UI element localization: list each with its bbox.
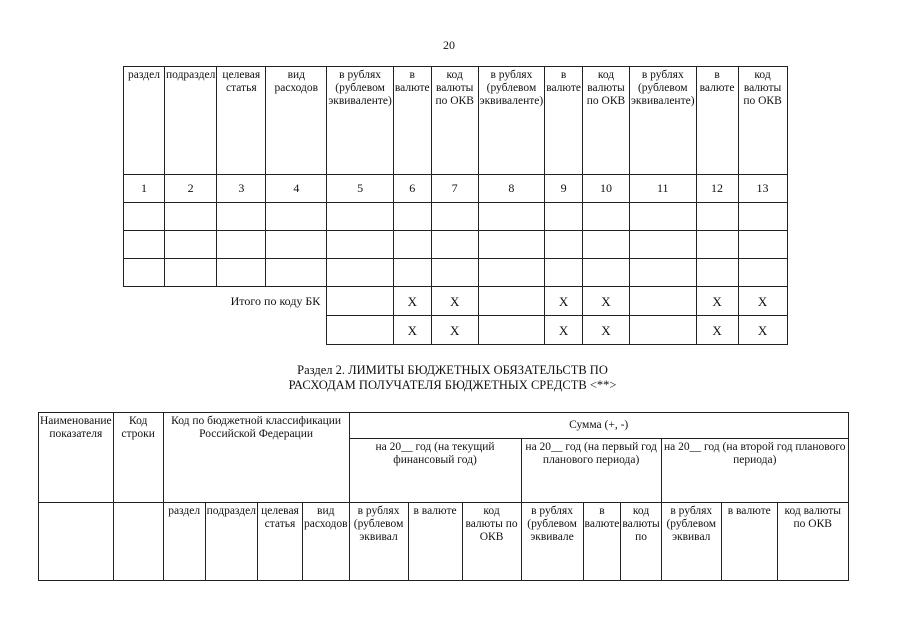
x-mark: X bbox=[738, 316, 787, 345]
header-period-current: на 20__ год (на текущий финансовый год) bbox=[349, 439, 521, 503]
table-section2-limits bbox=[38, 412, 849, 581]
header-rub-3: в рублях (рублевом эквиваленте) bbox=[630, 67, 697, 175]
header-val-2: в валюте bbox=[545, 67, 583, 175]
x-mark: X bbox=[545, 287, 583, 316]
header-rub-1: в рублях (рублевом эквиваленте) bbox=[327, 67, 394, 175]
header-sum: Сумма (+, -) bbox=[349, 413, 848, 439]
sub-rub-3: в рублях (рублевом эквивал bbox=[661, 503, 721, 581]
col-number: 6 bbox=[393, 175, 431, 203]
x-mark: X bbox=[696, 316, 738, 345]
header-code: Код строки bbox=[113, 413, 163, 503]
x-mark: X bbox=[431, 287, 478, 316]
col-number: 4 bbox=[266, 175, 327, 203]
header-okv-2: код валюты по ОКВ bbox=[583, 67, 630, 175]
header-razdel: раздел bbox=[124, 67, 165, 175]
sub-okv-3: код валюты по ОКВ bbox=[777, 503, 848, 581]
table2-header-row3 bbox=[39, 503, 849, 581]
sub-razdel: раздел bbox=[163, 503, 205, 581]
col-number: 10 bbox=[583, 175, 630, 203]
header-okv-1: код валюты по ОКВ bbox=[431, 67, 478, 175]
table1-header-row bbox=[124, 67, 788, 175]
sub-vid: вид расходов bbox=[302, 503, 349, 581]
table2-header-row1 bbox=[39, 413, 849, 439]
x-mark: X bbox=[393, 316, 431, 345]
x-mark: X bbox=[583, 316, 630, 345]
x-mark: X bbox=[545, 316, 583, 345]
table1-total-row-2 bbox=[124, 316, 788, 345]
sub-rub-1: в рублях (рублевом эквивал bbox=[349, 503, 408, 581]
section2-title-line2: РАСХОДАМ ПОЛУЧАТЕЛЯ БЮДЖЕТНЫХ СРЕДСТВ <**> bbox=[288, 378, 617, 392]
x-mark: X bbox=[583, 287, 630, 316]
col-number: 2 bbox=[165, 175, 217, 203]
table1-empty-row bbox=[124, 259, 788, 287]
table1-empty-row bbox=[124, 203, 788, 231]
col-number: 13 bbox=[738, 175, 787, 203]
sub-val-1: в валюте bbox=[408, 503, 462, 581]
header-name: Наименование показателя bbox=[39, 413, 114, 503]
table-section1-continuation bbox=[123, 66, 788, 345]
x-mark: X bbox=[393, 287, 431, 316]
x-mark: X bbox=[431, 316, 478, 345]
total-label: Итого по коду БК bbox=[124, 287, 327, 316]
sub-podrazdel: подраздел bbox=[205, 503, 257, 581]
col-number: 1 bbox=[124, 175, 165, 203]
header-celevaya-statya: целевая статья bbox=[217, 67, 266, 175]
x-mark: X bbox=[696, 287, 738, 316]
col-number: 7 bbox=[431, 175, 478, 203]
col-number: 8 bbox=[478, 175, 545, 203]
header-bk: Код по бюджетной классификации Российской Федерации bbox=[163, 413, 349, 503]
table1-number-row bbox=[124, 175, 788, 203]
table1-empty-row bbox=[124, 231, 788, 259]
header-period-second: на 20__ год (на второй год планового периода) bbox=[661, 439, 848, 503]
page-number: 20 bbox=[443, 38, 455, 52]
sub-val-2: в валюте bbox=[583, 503, 621, 581]
header-podrazdel: подраздел bbox=[165, 67, 217, 175]
col-number: 12 bbox=[696, 175, 738, 203]
sub-celevaya: целевая статья bbox=[257, 503, 302, 581]
sub-rub-2: в рублях (рублевом эквивале bbox=[521, 503, 583, 581]
header-vid-rashodov: вид расходов bbox=[266, 67, 327, 175]
col-number: 5 bbox=[327, 175, 394, 203]
header-val-3: в валюте bbox=[696, 67, 738, 175]
sub-okv-1: код валюты по ОКВ bbox=[462, 503, 521, 581]
sub-val-3: в валюте bbox=[721, 503, 777, 581]
header-val-1: в валюте bbox=[393, 67, 431, 175]
header-rub-2: в рублях (рублевом эквиваленте) bbox=[478, 67, 545, 175]
col-number: 9 bbox=[545, 175, 583, 203]
sub-okv-2: код валюты по bbox=[621, 503, 661, 581]
x-mark: X bbox=[738, 287, 787, 316]
section2-title-line1: Раздел 2. ЛИМИТЫ БЮДЖЕТНЫХ ОБЯЗАТЕЛЬСТВ ПО bbox=[297, 363, 608, 377]
table1-total-row bbox=[124, 287, 788, 316]
header-period-first: на 20__ год (на первый год планового периода) bbox=[521, 439, 661, 503]
col-number: 11 bbox=[630, 175, 697, 203]
col-number: 3 bbox=[217, 175, 266, 203]
header-okv-3: код валюты по ОКВ bbox=[738, 67, 787, 175]
